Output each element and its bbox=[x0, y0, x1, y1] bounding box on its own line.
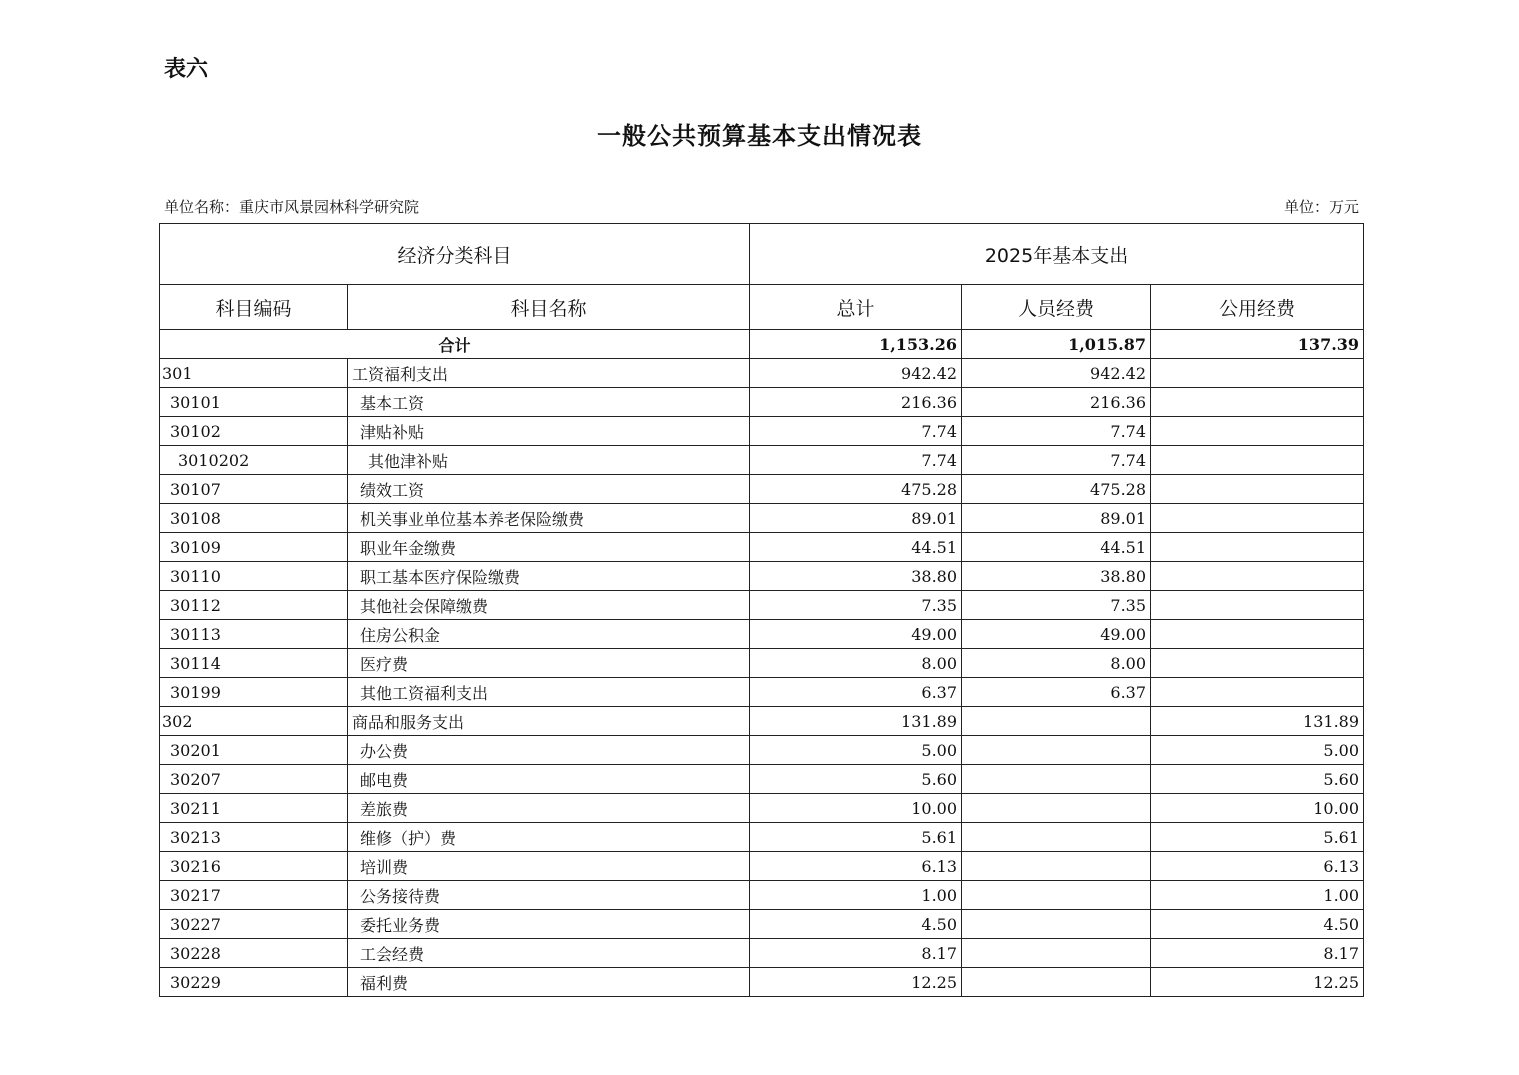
row-personnel: 7.35 bbox=[962, 591, 1151, 620]
row-code: 30227 bbox=[160, 910, 348, 939]
row-name: 住房公积金 bbox=[348, 620, 750, 649]
row-code: 30228 bbox=[160, 939, 348, 968]
row-code: 302 bbox=[160, 707, 348, 736]
row-total: 44.51 bbox=[750, 533, 962, 562]
table-row bbox=[160, 359, 1364, 388]
row-name: 医疗费 bbox=[348, 649, 750, 678]
table-row bbox=[160, 417, 1364, 446]
table-row bbox=[160, 678, 1364, 707]
row-code: 30216 bbox=[160, 852, 348, 881]
row-total: 6.13 bbox=[750, 852, 962, 881]
row-public: 1.00 bbox=[1151, 881, 1364, 910]
row-code: 30112 bbox=[160, 591, 348, 620]
row-public bbox=[1151, 417, 1364, 446]
table-row bbox=[160, 649, 1364, 678]
header-economic-category: 经济分类科目 bbox=[160, 224, 750, 285]
row-total: 89.01 bbox=[750, 504, 962, 533]
row-code: 30199 bbox=[160, 678, 348, 707]
row-personnel: 38.80 bbox=[962, 562, 1151, 591]
row-total: 1.00 bbox=[750, 881, 962, 910]
row-public bbox=[1151, 446, 1364, 475]
row-personnel: 49.00 bbox=[962, 620, 1151, 649]
row-personnel bbox=[962, 852, 1151, 881]
table-row bbox=[160, 446, 1364, 475]
table-row bbox=[160, 591, 1364, 620]
table-row bbox=[160, 620, 1364, 649]
row-personnel: 6.37 bbox=[962, 678, 1151, 707]
row-public bbox=[1151, 388, 1364, 417]
table-row bbox=[160, 910, 1364, 939]
row-code: 301 bbox=[160, 359, 348, 388]
header-group-row bbox=[160, 224, 1364, 285]
row-name: 维修（护）费 bbox=[348, 823, 750, 852]
table-row bbox=[160, 707, 1364, 736]
row-code: 30201 bbox=[160, 736, 348, 765]
row-personnel bbox=[962, 968, 1151, 997]
row-code: 3010202 bbox=[160, 446, 348, 475]
row-public: 8.17 bbox=[1151, 939, 1364, 968]
table-row bbox=[160, 562, 1364, 591]
row-name: 邮电费 bbox=[348, 765, 750, 794]
header-public: 公用经费 bbox=[1151, 285, 1364, 330]
row-personnel bbox=[962, 707, 1151, 736]
row-code: 30211 bbox=[160, 794, 348, 823]
header-column-row bbox=[160, 285, 1364, 330]
row-name: 其他社会保障缴费 bbox=[348, 591, 750, 620]
row-total: 8.17 bbox=[750, 939, 962, 968]
row-name: 基本工资 bbox=[348, 388, 750, 417]
row-total: 5.60 bbox=[750, 765, 962, 794]
row-total: 5.61 bbox=[750, 823, 962, 852]
row-personnel: 216.36 bbox=[962, 388, 1151, 417]
row-personnel: 89.01 bbox=[962, 504, 1151, 533]
row-total: 10.00 bbox=[750, 794, 962, 823]
budget-table bbox=[159, 223, 1364, 997]
row-name: 公务接待费 bbox=[348, 881, 750, 910]
row-personnel bbox=[962, 823, 1151, 852]
table-row bbox=[160, 852, 1364, 881]
row-code: 30113 bbox=[160, 620, 348, 649]
header-total: 总计 bbox=[750, 285, 962, 330]
header-personnel: 人员经费 bbox=[962, 285, 1151, 330]
total-row bbox=[160, 330, 1364, 359]
row-personnel: 7.74 bbox=[962, 417, 1151, 446]
row-public: 4.50 bbox=[1151, 910, 1364, 939]
row-name: 工资福利支出 bbox=[348, 359, 750, 388]
row-name: 其他津补贴 bbox=[348, 446, 750, 475]
row-code: 30229 bbox=[160, 968, 348, 997]
total-amount: 1,153.26 bbox=[750, 330, 962, 359]
row-personnel bbox=[962, 910, 1151, 939]
total-label: 合计 bbox=[160, 330, 750, 359]
row-personnel bbox=[962, 794, 1151, 823]
row-name: 机关事业单位基本养老保险缴费 bbox=[348, 504, 750, 533]
row-code: 30108 bbox=[160, 504, 348, 533]
page-title: 一般公共预算基本支出情况表 bbox=[597, 121, 922, 150]
row-personnel: 8.00 bbox=[962, 649, 1151, 678]
row-public: 12.25 bbox=[1151, 968, 1364, 997]
row-name: 培训费 bbox=[348, 852, 750, 881]
row-public: 131.89 bbox=[1151, 707, 1364, 736]
row-public: 5.00 bbox=[1151, 736, 1364, 765]
total-public: 137.39 bbox=[1151, 330, 1364, 359]
row-name: 职业年金缴费 bbox=[348, 533, 750, 562]
row-public bbox=[1151, 359, 1364, 388]
row-public bbox=[1151, 533, 1364, 562]
header-basic-expenditure: 2025年基本支出 bbox=[750, 224, 1364, 285]
row-name: 委托业务费 bbox=[348, 910, 750, 939]
table-row bbox=[160, 475, 1364, 504]
table-row bbox=[160, 794, 1364, 823]
row-name: 工会经费 bbox=[348, 939, 750, 968]
row-name: 其他工资福利支出 bbox=[348, 678, 750, 707]
total-personnel: 1,015.87 bbox=[962, 330, 1151, 359]
row-name: 绩效工资 bbox=[348, 475, 750, 504]
row-code: 30114 bbox=[160, 649, 348, 678]
row-personnel: 44.51 bbox=[962, 533, 1151, 562]
table-row bbox=[160, 388, 1364, 417]
row-name: 津贴补贴 bbox=[348, 417, 750, 446]
row-code: 30109 bbox=[160, 533, 348, 562]
table-row bbox=[160, 823, 1364, 852]
row-public bbox=[1151, 562, 1364, 591]
row-personnel bbox=[962, 736, 1151, 765]
row-total: 12.25 bbox=[750, 968, 962, 997]
row-total: 49.00 bbox=[750, 620, 962, 649]
table-row bbox=[160, 504, 1364, 533]
unit-name-label: 单位名称：重庆市风景园林科学研究院 bbox=[164, 198, 420, 216]
row-personnel: 942.42 bbox=[962, 359, 1151, 388]
row-total: 7.74 bbox=[750, 446, 962, 475]
row-total: 216.36 bbox=[750, 388, 962, 417]
row-total: 475.28 bbox=[750, 475, 962, 504]
row-total: 38.80 bbox=[750, 562, 962, 591]
row-personnel bbox=[962, 939, 1151, 968]
row-code: 30213 bbox=[160, 823, 348, 852]
table-row bbox=[160, 968, 1364, 997]
row-name: 商品和服务支出 bbox=[348, 707, 750, 736]
row-code: 30217 bbox=[160, 881, 348, 910]
table-row bbox=[160, 939, 1364, 968]
row-public bbox=[1151, 475, 1364, 504]
row-public bbox=[1151, 620, 1364, 649]
row-public: 10.00 bbox=[1151, 794, 1364, 823]
header-code: 科目编码 bbox=[160, 285, 348, 330]
header-name: 科目名称 bbox=[348, 285, 750, 330]
row-personnel: 475.28 bbox=[962, 475, 1151, 504]
table-row bbox=[160, 881, 1364, 910]
table-number-label: 表六 bbox=[164, 57, 209, 82]
row-public: 5.61 bbox=[1151, 823, 1364, 852]
row-total: 6.37 bbox=[750, 678, 962, 707]
row-total: 131.89 bbox=[750, 707, 962, 736]
row-total: 8.00 bbox=[750, 649, 962, 678]
row-public bbox=[1151, 591, 1364, 620]
table-row bbox=[160, 765, 1364, 794]
row-public bbox=[1151, 504, 1364, 533]
row-total: 942.42 bbox=[750, 359, 962, 388]
row-name: 职工基本医疗保险缴费 bbox=[348, 562, 750, 591]
row-public: 5.60 bbox=[1151, 765, 1364, 794]
row-name: 差旅费 bbox=[348, 794, 750, 823]
row-total: 4.50 bbox=[750, 910, 962, 939]
table-row bbox=[160, 736, 1364, 765]
row-name: 办公费 bbox=[348, 736, 750, 765]
row-code: 30207 bbox=[160, 765, 348, 794]
row-code: 30110 bbox=[160, 562, 348, 591]
unit-measure-label: 单位：万元 bbox=[1283, 198, 1359, 216]
row-total: 7.74 bbox=[750, 417, 962, 446]
row-public bbox=[1151, 678, 1364, 707]
row-personnel bbox=[962, 765, 1151, 794]
row-code: 30101 bbox=[160, 388, 348, 417]
table-row bbox=[160, 533, 1364, 562]
row-personnel: 7.74 bbox=[962, 446, 1151, 475]
row-code: 30102 bbox=[160, 417, 348, 446]
row-code: 30107 bbox=[160, 475, 348, 504]
row-total: 5.00 bbox=[750, 736, 962, 765]
row-total: 7.35 bbox=[750, 591, 962, 620]
row-public bbox=[1151, 649, 1364, 678]
row-name: 福利费 bbox=[348, 968, 750, 997]
row-public: 6.13 bbox=[1151, 852, 1364, 881]
row-personnel bbox=[962, 881, 1151, 910]
